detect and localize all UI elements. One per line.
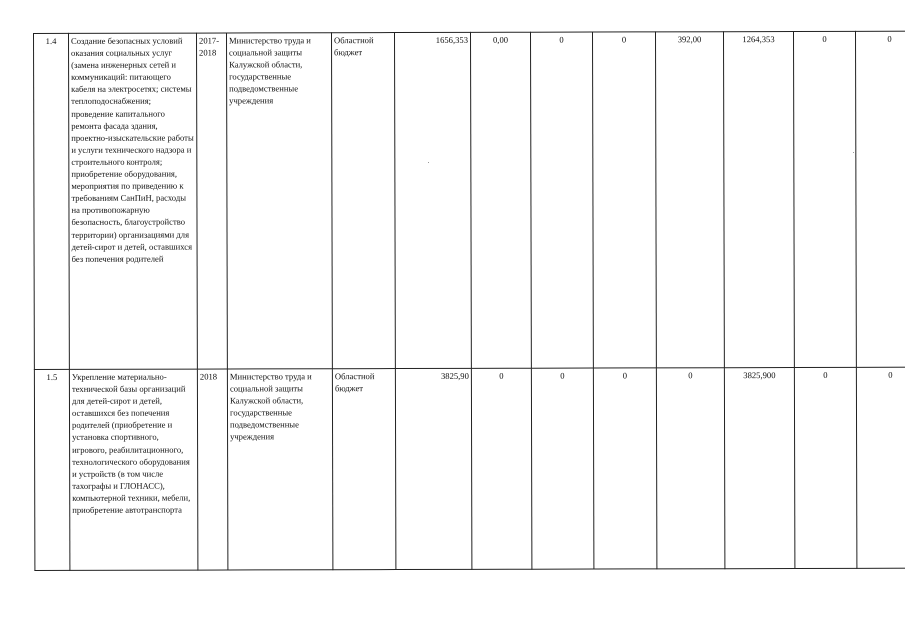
funding-total: 3825,90 — [395, 368, 472, 569]
funding-year-value: 0 — [592, 32, 656, 368]
funding-year-value: 0 — [656, 368, 725, 569]
table-row — [34, 367, 905, 570]
program-measures-table — [33, 31, 905, 571]
funding-year-value: 0 — [471, 368, 532, 569]
funding-year-value: 0 — [531, 368, 594, 569]
funding-year-value: 1264,353 — [723, 32, 794, 368]
funding-year-value: 0 — [793, 31, 856, 367]
funding-year-value: 3825,900 — [724, 368, 795, 569]
measure-description: Укрепление материально-технической базы организаций для детей-сирот и детей, оставшихся без попечения родителей (приобретение и установка спортивного, игрового, реабилитационного, технологического оборудования и устройств (в том числе тахографы и ГЛОНАСС), компьютерной техники, мебели, приобретение автотранспорта — [69, 369, 198, 570]
funding-source: Областной бюджет — [332, 369, 396, 570]
scan-speck — [428, 162, 429, 163]
funding-year-value: 0 — [530, 32, 593, 368]
responsible-executor: Министерство труда и социальной защиты Калужской области, государственные подведомственные учреждения — [227, 33, 333, 369]
funding-total: 1656,353 — [395, 32, 472, 368]
funding-year-value: 0,00 — [470, 32, 531, 368]
funding-year-value: 0 — [856, 367, 905, 568]
row-number: 1.4 — [34, 33, 70, 369]
funding-year-value: 392,00 — [655, 32, 724, 368]
funding-year-value: 0 — [855, 31, 905, 367]
funding-year-value: 0 — [794, 367, 857, 568]
responsible-executor: Министерство труда и социальной защиты Калужской области, государственные подведомственные учреждения — [227, 369, 333, 570]
funding-year-value: 0 — [593, 368, 657, 569]
implementation-period: 2017-2018 — [197, 33, 228, 369]
table-row — [34, 31, 905, 369]
implementation-period: 2018 — [197, 369, 228, 570]
measure-description: Создание безопасных условий оказания социальных услуг (замена инженерных сетей и коммуникаций: питающего кабеля на электросетях; системы теплоподоснабжения; проведение капитального ремонта фасада здания, проектно-изыскательские работы и услуги технического надзора и строительного контроля; приобретение оборудования, мероприятия по приведению к требованиям СанПиН, расходы на противопожарную безопасность, благоустройство территории) организациями для детей-сирот и детей, оставшихся без попечения родителей — [69, 33, 198, 369]
scan-speck — [853, 152, 854, 153]
funding-source: Областной бюджет — [332, 33, 396, 369]
row-number: 1.5 — [34, 369, 70, 570]
